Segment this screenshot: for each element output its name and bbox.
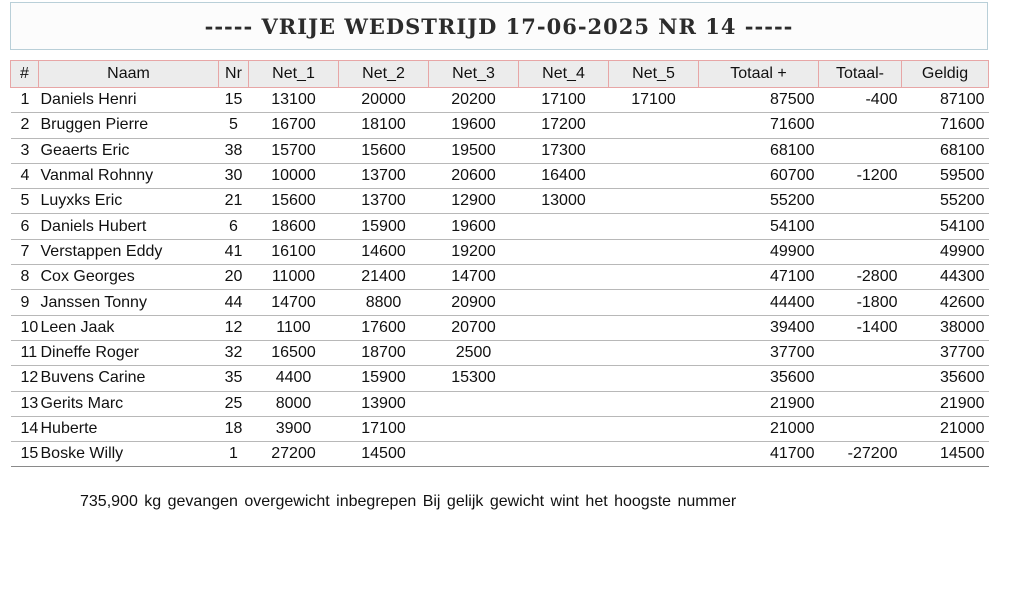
table-row xyxy=(11,163,989,188)
cell-naam: Boske Willy xyxy=(39,442,219,467)
cell-net1: 8000 xyxy=(249,391,339,416)
cell-net4 xyxy=(519,315,609,340)
cell-naam: Daniels Henri xyxy=(39,88,219,113)
cell-net4: 16400 xyxy=(519,163,609,188)
cell-net1: 18600 xyxy=(249,214,339,239)
cell-geldig: 37700 xyxy=(902,340,989,365)
cell-geldig: 59500 xyxy=(902,163,989,188)
cell-net2: 13900 xyxy=(339,391,429,416)
cell-totaal-plus: 47100 xyxy=(699,265,819,290)
cell-net5 xyxy=(609,340,699,365)
cell-nr: 32 xyxy=(219,340,249,365)
cell-net4: 17200 xyxy=(519,113,609,138)
col-header-net1: Net_1 xyxy=(249,61,339,88)
cell-net3: 19600 xyxy=(429,113,519,138)
cell-net2: 13700 xyxy=(339,163,429,188)
cell-nr: 25 xyxy=(219,391,249,416)
col-header-totaal-min: Totaal- xyxy=(819,61,902,88)
cell-net3 xyxy=(429,416,519,441)
cell-geldig: 49900 xyxy=(902,239,989,264)
cell-rank: 14 xyxy=(11,416,39,441)
table-row xyxy=(11,113,989,138)
cell-net3: 19500 xyxy=(429,138,519,163)
table-body xyxy=(11,88,989,467)
cell-net4: 17300 xyxy=(519,138,609,163)
cell-net3: 15300 xyxy=(429,366,519,391)
cell-totaal-plus: 55200 xyxy=(699,189,819,214)
cell-net5 xyxy=(609,416,699,441)
cell-naam: Buvens Carine xyxy=(39,366,219,391)
cell-net4: 13000 xyxy=(519,189,609,214)
cell-net3: 20600 xyxy=(429,163,519,188)
cell-totaal-plus: 21000 xyxy=(699,416,819,441)
cell-totaal-plus: 71600 xyxy=(699,113,819,138)
cell-net5: 17100 xyxy=(609,88,699,113)
cell-naam: Bruggen Pierre xyxy=(39,113,219,138)
cell-net4 xyxy=(519,214,609,239)
cell-totaal-plus: 37700 xyxy=(699,340,819,365)
cell-net2: 14600 xyxy=(339,239,429,264)
cell-totaal-min: -1400 xyxy=(819,315,902,340)
cell-geldig: 42600 xyxy=(902,290,989,315)
cell-net3: 19600 xyxy=(429,214,519,239)
cell-net4 xyxy=(519,442,609,467)
table-row xyxy=(11,315,989,340)
cell-net2: 15900 xyxy=(339,366,429,391)
cell-net5 xyxy=(609,315,699,340)
cell-naam: Verstappen Eddy xyxy=(39,239,219,264)
cell-rank: 1 xyxy=(11,88,39,113)
page-title: ----- VRIJE WEDSTRIJD 17-06-2025 NR 14 ----- xyxy=(204,13,794,39)
cell-rank: 4 xyxy=(11,163,39,188)
cell-naam: Daniels Hubert xyxy=(39,214,219,239)
title-box xyxy=(10,2,988,50)
cell-net2: 14500 xyxy=(339,442,429,467)
cell-rank: 15 xyxy=(11,442,39,467)
cell-naam: Cox Georges xyxy=(39,265,219,290)
cell-net5 xyxy=(609,239,699,264)
cell-nr: 5 xyxy=(219,113,249,138)
cell-net3: 20200 xyxy=(429,88,519,113)
cell-geldig: 71600 xyxy=(902,113,989,138)
cell-totaal-plus: 39400 xyxy=(699,315,819,340)
cell-rank: 9 xyxy=(11,290,39,315)
cell-net2: 17600 xyxy=(339,315,429,340)
table-row xyxy=(11,366,989,391)
cell-geldig: 55200 xyxy=(902,189,989,214)
cell-totaal-min xyxy=(819,416,902,441)
col-header-net3: Net_3 xyxy=(429,61,519,88)
cell-net1: 15700 xyxy=(249,138,339,163)
col-header-nr: Nr xyxy=(219,61,249,88)
cell-totaal-min: -27200 xyxy=(819,442,902,467)
cell-net5 xyxy=(609,189,699,214)
cell-rank: 8 xyxy=(11,265,39,290)
cell-rank: 7 xyxy=(11,239,39,264)
col-header-net2: Net_2 xyxy=(339,61,429,88)
cell-net3: 14700 xyxy=(429,265,519,290)
cell-totaal-min xyxy=(819,214,902,239)
cell-net1: 16100 xyxy=(249,239,339,264)
cell-net4: 17100 xyxy=(519,88,609,113)
cell-net2: 21400 xyxy=(339,265,429,290)
cell-net1: 11000 xyxy=(249,265,339,290)
cell-naam: Huberte xyxy=(39,416,219,441)
cell-nr: 21 xyxy=(219,189,249,214)
cell-totaal-min: -1200 xyxy=(819,163,902,188)
cell-totaal-min xyxy=(819,189,902,214)
cell-naam: Luyxks Eric xyxy=(39,189,219,214)
cell-net1: 16700 xyxy=(249,113,339,138)
cell-geldig: 21900 xyxy=(902,391,989,416)
cell-net1: 1100 xyxy=(249,315,339,340)
cell-net1: 15600 xyxy=(249,189,339,214)
cell-nr: 20 xyxy=(219,265,249,290)
cell-net4 xyxy=(519,416,609,441)
table-row xyxy=(11,391,989,416)
cell-net1: 27200 xyxy=(249,442,339,467)
table-row xyxy=(11,214,989,239)
cell-naam: Leen Jaak xyxy=(39,315,219,340)
table-row xyxy=(11,442,989,467)
cell-naam: Vanmal Rohnny xyxy=(39,163,219,188)
cell-nr: 6 xyxy=(219,214,249,239)
col-header-net5: Net_5 xyxy=(609,61,699,88)
cell-nr: 15 xyxy=(219,88,249,113)
cell-net1: 14700 xyxy=(249,290,339,315)
table-header-row xyxy=(11,61,989,88)
cell-net4 xyxy=(519,391,609,416)
table-row xyxy=(11,189,989,214)
cell-net1: 3900 xyxy=(249,416,339,441)
cell-net3: 12900 xyxy=(429,189,519,214)
cell-net2: 20000 xyxy=(339,88,429,113)
cell-net5 xyxy=(609,366,699,391)
cell-naam: Dineffe Roger xyxy=(39,340,219,365)
col-header-net4: Net_4 xyxy=(519,61,609,88)
cell-net3 xyxy=(429,391,519,416)
col-header-rank: # xyxy=(11,61,39,88)
cell-nr: 35 xyxy=(219,366,249,391)
cell-naam: Geaerts Eric xyxy=(39,138,219,163)
cell-totaal-min xyxy=(819,239,902,264)
cell-totaal-plus: 35600 xyxy=(699,366,819,391)
cell-nr: 12 xyxy=(219,315,249,340)
cell-net5 xyxy=(609,265,699,290)
cell-net3: 19200 xyxy=(429,239,519,264)
cell-naam: Janssen Tonny xyxy=(39,290,219,315)
cell-rank: 12 xyxy=(11,366,39,391)
cell-totaal-plus: 60700 xyxy=(699,163,819,188)
cell-geldig: 54100 xyxy=(902,214,989,239)
footnote: 735,900 kg gevangen overgewicht inbegrepen Bij gelijk gewicht wint het hoogste nummer xyxy=(80,493,737,510)
table-row xyxy=(11,340,989,365)
cell-nr: 44 xyxy=(219,290,249,315)
cell-totaal-plus: 54100 xyxy=(699,214,819,239)
table-row xyxy=(11,138,989,163)
cell-totaal-min: -2800 xyxy=(819,265,902,290)
cell-net4 xyxy=(519,366,609,391)
cell-totaal-min xyxy=(819,138,902,163)
cell-rank: 3 xyxy=(11,138,39,163)
cell-nr: 30 xyxy=(219,163,249,188)
cell-net1: 16500 xyxy=(249,340,339,365)
cell-geldig: 68100 xyxy=(902,138,989,163)
cell-rank: 13 xyxy=(11,391,39,416)
cell-net4 xyxy=(519,290,609,315)
col-header-naam: Naam xyxy=(39,61,219,88)
cell-totaal-min: -400 xyxy=(819,88,902,113)
cell-geldig: 35600 xyxy=(902,366,989,391)
cell-geldig: 14500 xyxy=(902,442,989,467)
cell-net4 xyxy=(519,239,609,264)
cell-net2: 8800 xyxy=(339,290,429,315)
results-table xyxy=(10,60,989,467)
cell-net5 xyxy=(609,391,699,416)
cell-nr: 38 xyxy=(219,138,249,163)
cell-totaal-min: -1800 xyxy=(819,290,902,315)
col-header-geldig: Geldig xyxy=(902,61,989,88)
table-row xyxy=(11,239,989,264)
cell-net2: 15600 xyxy=(339,138,429,163)
cell-totaal-plus: 68100 xyxy=(699,138,819,163)
cell-net5 xyxy=(609,214,699,239)
table-row xyxy=(11,265,989,290)
cell-totaal-min xyxy=(819,113,902,138)
cell-rank: 6 xyxy=(11,214,39,239)
cell-net2: 13700 xyxy=(339,189,429,214)
cell-net1: 10000 xyxy=(249,163,339,188)
cell-geldig: 87100 xyxy=(902,88,989,113)
cell-nr: 41 xyxy=(219,239,249,264)
cell-totaal-min xyxy=(819,391,902,416)
cell-rank: 2 xyxy=(11,113,39,138)
cell-net3: 2500 xyxy=(429,340,519,365)
table-row xyxy=(11,416,989,441)
cell-net3: 20900 xyxy=(429,290,519,315)
table-row xyxy=(11,88,989,113)
cell-totaal-plus: 44400 xyxy=(699,290,819,315)
cell-totaal-plus: 41700 xyxy=(699,442,819,467)
cell-net3: 20700 xyxy=(429,315,519,340)
cell-net5 xyxy=(609,163,699,188)
cell-net5 xyxy=(609,113,699,138)
cell-net1: 4400 xyxy=(249,366,339,391)
cell-geldig: 44300 xyxy=(902,265,989,290)
col-header-totaal-plus: Totaal + xyxy=(699,61,819,88)
cell-totaal-min xyxy=(819,340,902,365)
cell-net5 xyxy=(609,442,699,467)
cell-totaal-min xyxy=(819,366,902,391)
cell-geldig: 21000 xyxy=(902,416,989,441)
cell-nr: 1 xyxy=(219,442,249,467)
cell-net1: 13100 xyxy=(249,88,339,113)
cell-net2: 15900 xyxy=(339,214,429,239)
cell-totaal-plus: 87500 xyxy=(699,88,819,113)
cell-rank: 5 xyxy=(11,189,39,214)
table-row xyxy=(11,290,989,315)
cell-naam: Gerits Marc xyxy=(39,391,219,416)
cell-net2: 18700 xyxy=(339,340,429,365)
cell-net5 xyxy=(609,290,699,315)
cell-net4 xyxy=(519,340,609,365)
cell-net4 xyxy=(519,265,609,290)
cell-nr: 18 xyxy=(219,416,249,441)
cell-net5 xyxy=(609,138,699,163)
cell-totaal-plus: 21900 xyxy=(699,391,819,416)
cell-rank: 11 xyxy=(11,340,39,365)
cell-rank: 10 xyxy=(11,315,39,340)
cell-net2: 18100 xyxy=(339,113,429,138)
cell-net2: 17100 xyxy=(339,416,429,441)
cell-geldig: 38000 xyxy=(902,315,989,340)
cell-net3 xyxy=(429,442,519,467)
cell-totaal-plus: 49900 xyxy=(699,239,819,264)
